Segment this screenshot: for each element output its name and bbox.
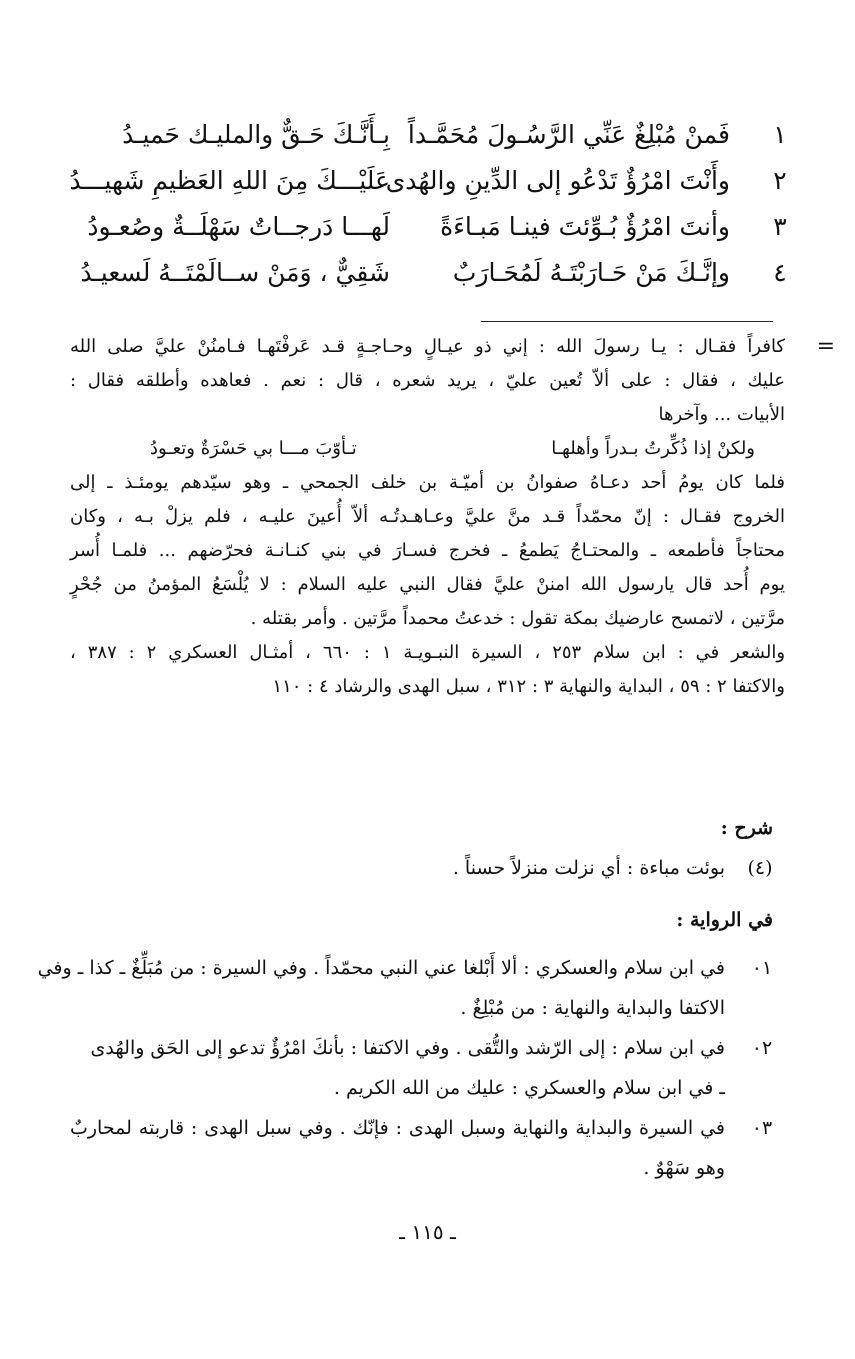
verse-number: ٣ <box>773 212 787 241</box>
sharh-heading: شرح : <box>720 817 773 839</box>
riwaya-line: الاكتفا والبداية والنهاية : من مُبْلِغٌ . <box>460 997 725 1019</box>
footnote-line: والاكتفا ٢ : ٥٩ ، البداية والنهاية ٣ : ٣١٢ ، سبل الهدى والرشاد ٤ : ١١٠ <box>272 676 785 697</box>
footnote-line: الخروج فقـال : إنّ محمّداً قـد منَّ عليَّ وعـاهـدتُـه ألاّ أُعينَ عليـه ، فلم يزلْ بـه ، وكان <box>70 506 785 527</box>
quoted-verse <box>70 432 785 466</box>
riwaya-number: ٠٢ <box>751 1037 773 1059</box>
riwaya-line: في السيرة والبداية والنهاية وسبل الهدى : فإنّك . وفي سبل الهدى : قاربته لمحاربٌ <box>70 1117 725 1139</box>
sharh-section <box>70 808 773 888</box>
footnote-line: محتاجاً فأطمعه ـ والمحتـاجُ يَطمعُ ـ فخرج فسـارَ في بني كنـانـة فحرّضهم ... فلمـا أُسر <box>70 540 785 561</box>
footnote-divider <box>481 321 773 322</box>
verse-second-hemistich: شَقِيٌّ ، وَمَنْ ســالَمْتَــهُ لَسعيـدُ <box>80 258 390 287</box>
sharh-note <box>70 848 773 888</box>
note-number: (٤) <box>747 857 773 879</box>
verse-number: ١ <box>773 120 787 149</box>
verse <box>60 158 795 204</box>
verse-second-hemistich: لَهـــا دَرجــاتٌ سَهْلَــةٌ وصُعـودُ <box>87 212 390 241</box>
page-number: ـ ١١٥ ـ <box>399 1220 456 1244</box>
footnote <box>70 330 835 704</box>
riwaya-item <box>70 1108 773 1188</box>
footnote-line: مرَّتين ، لاتمسح عارضيك بمكة تقول : خدعتُ محمداً مرَّتين . وأمر بقتله . <box>250 608 785 629</box>
riwaya-item <box>70 1028 773 1108</box>
footnote-line: عليك ، فقال : على ألاّ تُعين عليّ ، يريد شعره ، قال : نعم . فعاهده وأطلقه فقال : <box>70 370 785 391</box>
quoted-verse-second: تـأوّبَ مـــا بي حَسْرَةٌ وتعـودُ <box>150 438 357 459</box>
riwaya-number: ٠٣ <box>751 1117 773 1139</box>
verse-first-hemistich: وأَنْتَ امْرُؤٌ تَدْعُو إلى الدِّينِ والهُدى <box>385 166 730 195</box>
quoted-verse-first: ولكنْ إذا ذُكِّرتُ بـدراً وأهلهـا <box>551 438 755 459</box>
riwaya-line: وهو سَهْوٌ . <box>643 1157 725 1179</box>
footnote-line: والشعر في : ابن سلام ٢٥٣ ، السيرة النبـويـة ١ : ٦٦٠ ، أمثـال العسكري ٢ : ٣٨٧ ، <box>70 642 786 663</box>
riwaya-heading: في الرواية : <box>676 909 773 931</box>
riwaya-item <box>37 948 773 1028</box>
verse-second-hemistich: عَلَيْـــكَ مِنَ اللهِ العَظيمِ شَهيـــدُ <box>69 166 390 195</box>
verse-first-hemistich: فَمنْ مُبْلِغٌ عَنِّي الرَّسُـولَ مُحَمَّـداً <box>407 120 730 149</box>
note-text: بوئت مباءة : أي نزلت منزلاً حسناً . <box>452 857 725 879</box>
continuation-marker: = <box>816 334 835 359</box>
verse <box>60 250 795 296</box>
riwaya-section <box>37 900 773 1188</box>
verse-number: ٢ <box>773 166 787 195</box>
footnote-line: الأبيات ... وآخرها <box>658 404 785 425</box>
riwaya-number: ٠١ <box>751 957 773 979</box>
verse <box>60 204 795 250</box>
footnote-line: كافراً فقـال : يـا رسولَ الله : إني ذو عيـالٍ وحـاجـةٍ قـد عَرفْتَهـا فـامنُنْ عليَّ صلى الله <box>70 336 785 357</box>
verse <box>60 112 795 158</box>
riwaya-line: في ابن سلام : إلى الرّشد والتُّقى . وفي الاكتفا : بأنكَ امْرُؤٌ تدعو إلى الحَق والهُدى <box>90 1037 725 1059</box>
riwaya-line: ـ في ابن سلام والعسكري : عليك من الله الكريم . <box>333 1077 725 1099</box>
riwaya-line: في ابن سلام والعسكري : ألا أَبْلغا عني النبي محمّداً . وفي السيرة : من مُبَلِّغٌ ـ كذا ـ وفي <box>37 957 725 979</box>
footnote-line: يوم أُحد قال يارسول الله امننْ عليَّ فقال النبي عليه السلام : لا يُلْسَعُ المؤمنُ من جُحْرٍ <box>70 574 785 595</box>
poem <box>60 112 795 296</box>
verse-first-hemistich: وإنَّـكَ مَنْ حَـارَبْتَـهُ لَمُحَـارَبٌ <box>452 258 730 287</box>
verse-first-hemistich: وأنتَ امْرُؤٌ بُـوِّئتَ فينـا مَبـاءَةً <box>440 212 730 241</box>
verse-second-hemistich: بِـأَنَّـكَ حَـقٌّ والمليـك حَميـدُ <box>122 120 390 149</box>
verse-number: ٤ <box>773 258 787 287</box>
footnote-line: فلما كان يومُ أحد دعـاهُ صفوانُ بن أميّـة بن خلف الجمحي ـ وهو سيّدهم يومئـذ ـ إلى <box>70 472 785 493</box>
